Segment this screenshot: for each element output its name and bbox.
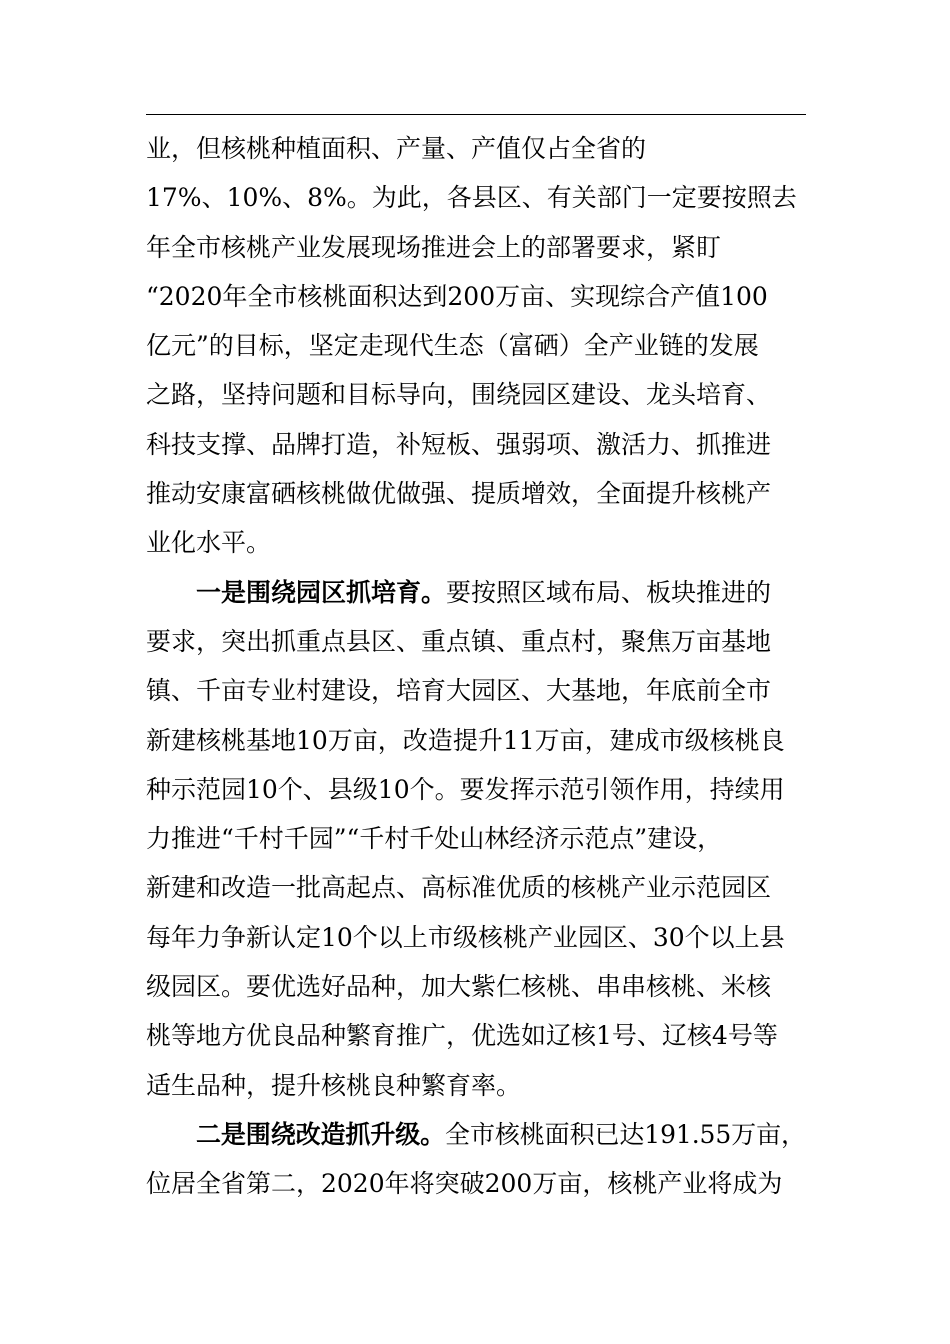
text-line: 亿元”的目标，坚定走现代生态（富硒）全产业链的发展 [146, 331, 759, 361]
text-line: 要求，突出抓重点县区、重点镇、重点村，聚焦万亩基地 [146, 626, 772, 656]
text-line-first [146, 1110, 806, 1159]
paragraph-section-2 [146, 1110, 806, 1209]
section-lead: 二是围绕改造抓升级。 [196, 1119, 446, 1149]
text-line: 推动安康富硒核桃做优做强、提质增效，全面提升核桃产 [146, 479, 772, 509]
text-line: 种示范园10个、县级10个。要发挥示范引领作用，持续用 [146, 774, 785, 804]
text-line: 科技支撑、品牌打造，补短板、强弱项、激活力、抓推进 [146, 429, 772, 459]
text-line: 新建和改造一批高起点、高标准优质的核桃产业示范园区 [146, 873, 772, 903]
text-line-first [146, 568, 806, 617]
text-line: 桃等地方优良品种繁育推广，优选如辽核1号、辽核4号等 [146, 1021, 778, 1051]
text-line: 之路，坚持问题和目标导向，围绕园区建设、龙头培育、 [146, 380, 772, 410]
text-line: 适生品种，提升核桃良种繁育率。 [146, 1070, 522, 1100]
text-line: 级园区。要优选好品种，加大紫仁核桃、串串核桃、米核 [146, 972, 772, 1002]
header-rule [146, 114, 806, 115]
text-line: 镇、千亩专业村建设，培育大园区、大基地，年底前全市 [146, 676, 772, 706]
section-first-rest: 全市核桃面积已达191.55万亩， [445, 1119, 806, 1149]
text-line: “2020年全市核桃面积达到200万亩、实现综合产值100 [146, 281, 768, 311]
text-line: 业，但核桃种植面积、产量、产值仅占全省的 [146, 134, 647, 163]
section-lead: 一是围绕园区抓培育。 [196, 577, 447, 607]
paragraph-continuation [146, 124, 806, 568]
text-line: 业化水平。 [146, 528, 272, 558]
text-line: 17%、10%、8%。为此，各县区、有关部门一定要按照去 [146, 183, 797, 213]
paragraph-section-1 [146, 568, 806, 1110]
document-body [146, 124, 806, 1209]
section-first-rest: 要按照区域布局、板块推进的 [446, 577, 772, 607]
text-line: 每年力争新认定10个以上市级核桃产业园区、30个以上县 [146, 922, 785, 952]
text-line: 新建核桃基地10万亩，改造提升11万亩，建成市级核桃良 [146, 725, 785, 755]
text-line: 位居全省第二，2020年将突破200万亩，核桃产业将成为 [146, 1169, 783, 1199]
text-line: 年全市核桃产业发展现场推进会上的部署要求，紧盯 [146, 232, 722, 262]
text-line: 力推进“千村千园”“千村千处山林经济示范点”建设， [146, 824, 723, 854]
